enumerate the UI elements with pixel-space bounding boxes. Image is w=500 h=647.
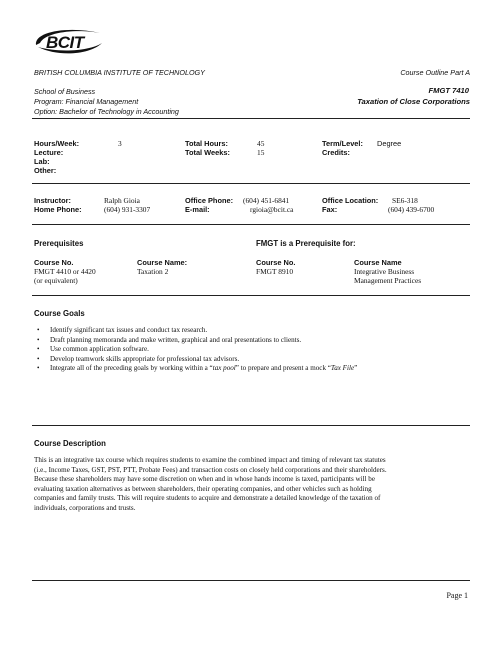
hours-week-value: 3: [118, 139, 122, 148]
term-level-label: Term/Level:: [322, 139, 363, 148]
prereq-for-course-name-line1: Integrative Business: [354, 267, 415, 276]
prerequisites-title: Prerequisites: [34, 239, 84, 248]
option-name: Option: Bachelor of Technology in Accounting: [34, 107, 179, 116]
instructor-label: Instructor:: [34, 196, 71, 205]
goal-integrate-post: ”: [354, 364, 358, 373]
description-line: individuals, corporations and trusts.: [34, 503, 136, 512]
institute-name: BRITISH COLUMBIA INSTITUTE OF TECHNOLOGY: [34, 68, 205, 77]
course-description-body: [34, 456, 472, 514]
prereq-for-course-name-label: Course Name: [354, 258, 402, 267]
credits-label: Credits:: [322, 148, 350, 157]
page-number: Page 1: [446, 591, 468, 600]
home-phone-label: Home Phone:: [34, 205, 82, 214]
course-title: Taxation of Close Corporations: [357, 97, 470, 106]
total-hours-label: Total Hours:: [185, 139, 228, 148]
hours-divider: [32, 183, 470, 184]
course-goals-list: [36, 326, 466, 374]
instructor-value: Ralph Gioia: [104, 196, 140, 205]
prereq-for-course-no-label: Course No.: [256, 258, 296, 267]
goal-item: • Identify significant tax issues and conduct tax research.: [36, 326, 466, 336]
goal-integrate-pre: Integrate all of the preceding goals by working within a “: [50, 364, 213, 373]
program-name: Program: Financial Management: [34, 97, 139, 106]
prereq-for-course-no-value: FMGT 8910: [256, 267, 294, 276]
goal-item: • Use common application software.: [36, 345, 466, 355]
school-name: School of Business: [34, 87, 96, 96]
goals-divider: [32, 425, 470, 426]
office-phone-label: Office Phone:: [185, 196, 234, 205]
footer-divider: [32, 580, 470, 581]
course-description-title: Course Description: [34, 439, 106, 448]
hours-week-label: Hours/Week:: [34, 139, 80, 148]
total-weeks-label: Total Weeks:: [185, 148, 230, 157]
bcit-logo: [30, 25, 106, 59]
office-location-label: Office Location:: [322, 196, 379, 205]
description-line: evaluating taxation alternatives as between shareholders, their operating companies, and other vehicles such as holding: [34, 484, 372, 493]
other-label: Other:: [34, 166, 57, 175]
prereq-course-name-label: Course Name:: [137, 258, 188, 267]
total-hours-value: 45: [257, 139, 265, 148]
instructor-divider: [32, 224, 470, 225]
course-code: FMGT 7410: [428, 86, 469, 95]
description-line: (i.e., Income Taxes, GST, PST, PTT, Probate Fees) and transaction costs on closely held corporations and their shareholders.: [34, 465, 387, 474]
prereq-course-no-note: (or equivalent): [34, 276, 78, 285]
goal-integrate-mid: ” to prepare and present a mock “: [235, 364, 331, 373]
home-phone-value: (604) 931-3307: [104, 205, 151, 214]
office-location-value: SE6-318: [392, 196, 418, 205]
document-type: Course Outline Part A: [400, 68, 470, 77]
fax-value: (604) 439-6700: [388, 205, 435, 214]
goal-item: • Develop teamwork skills appropriate for professional tax advisors.: [36, 355, 466, 365]
header-divider: [32, 118, 470, 119]
goal-item: • Draft planning memoranda and make written, graphical and oral presentations to clients.: [36, 336, 466, 346]
description-line: This is an integrative tax course which requires students to examine the combined impact and timing of relevant tax statutes: [34, 456, 386, 464]
description-line: companies and family trusts. This will require students to acquire and demonstrate a detailed knowledge of the taxation of: [34, 494, 381, 503]
goal-integrate-em2: Tax File: [330, 364, 355, 373]
office-phone-value: (604) 451-6841: [243, 196, 290, 205]
prereq-course-name-value: Taxation 2: [137, 267, 169, 276]
email-label: E-mail:: [185, 205, 210, 214]
total-weeks-value: 15: [257, 148, 265, 157]
prereq-course-no-value: FMGT 4410 or 4420: [34, 267, 96, 276]
prereq-course-no-label: Course No.: [34, 258, 74, 267]
lecture-label: Lecture:: [34, 148, 64, 157]
logo-text: BCIT: [46, 33, 84, 52]
course-goals-title: Course Goals: [34, 309, 85, 318]
prereq-divider: [32, 295, 470, 296]
prereq-for-title: FMGT is a Prerequisite for:: [256, 239, 356, 248]
description-line: Because these shareholders may have some discretion on when and in whose hands income is taxed, participants will be: [34, 475, 375, 484]
email-value[interactable]: rgioia@bcit.ca: [250, 205, 294, 214]
prereq-for-course-name-line2: Management Practices: [354, 276, 422, 285]
goal-integrate-em1: tax pool: [212, 364, 236, 373]
term-level-value: Degree: [377, 139, 402, 148]
lab-label: Lab:: [34, 157, 50, 166]
fax-label: Fax:: [322, 205, 338, 214]
goal-item-integrate: [36, 364, 466, 374]
